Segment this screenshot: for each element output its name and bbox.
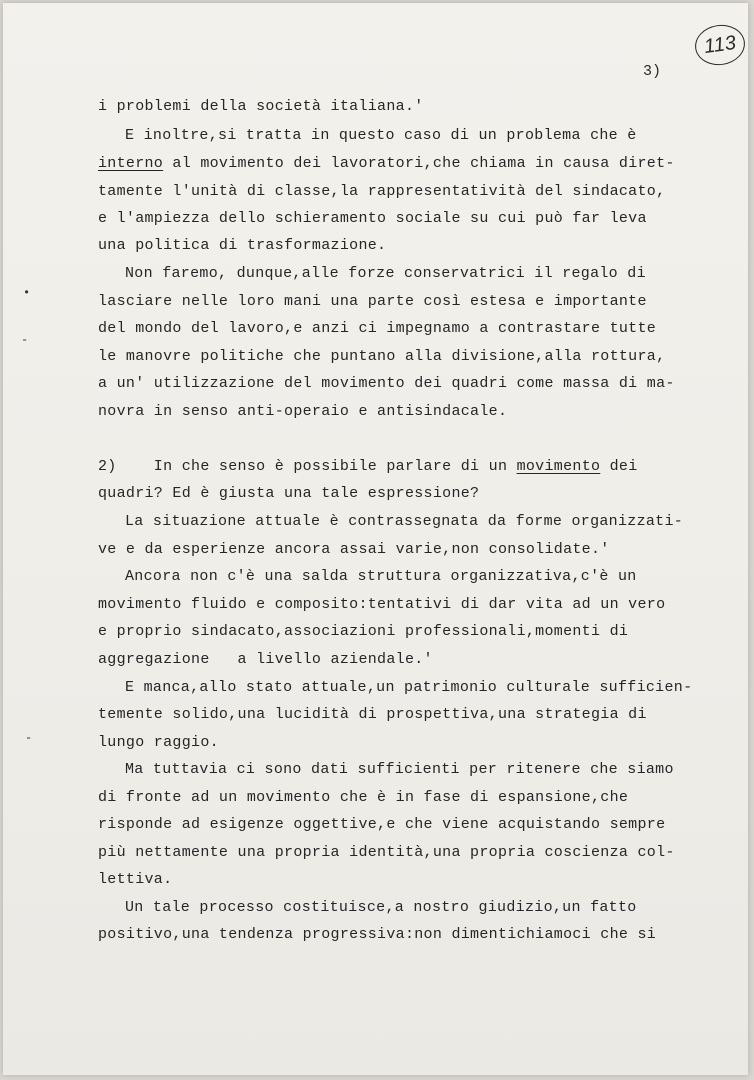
text-line: e proprio sindacato,associazioni professionali,momenti di [98, 623, 629, 640]
page-number: 3) [643, 63, 662, 80]
text-line: positivo,una tendenza progressiva:non dimentichiamoci che si [98, 926, 657, 943]
document-page [3, 3, 748, 1075]
text-line: e l'ampiezza dello schieramento sociale su cui può far leva [98, 210, 647, 227]
margin-dash: - [21, 333, 29, 347]
text-line: interno al movimento dei lavoratori,che chiama in causa diret- [98, 155, 675, 172]
text-line: La situazione attuale è contrassegnata da forme organizzati- [125, 513, 684, 530]
archive-watermark [3, 1003, 93, 1073]
text-line: risponde ad esigenze oggettive,e che viene acquistando sempre [98, 816, 666, 833]
margin-dash: - [25, 731, 33, 745]
text-line: del mondo del lavoro,e anzi ci impegnamo a contrastare tutte [98, 320, 657, 337]
underlined-word: interno [98, 155, 164, 172]
text-line: lettiva. [98, 871, 173, 888]
text-line: 2) In che senso è possibile parlare di un movimento dei [98, 458, 638, 475]
text-line: temente solido,una lucidità di prospettiva,una strategia di [98, 706, 647, 723]
text-line: novra in senso anti-operaio e antisindacale. [98, 403, 508, 420]
text-line: lungo raggio. [98, 734, 219, 751]
text-line: i problemi della società italiana.' [98, 98, 424, 115]
text-line: aggregazione a livello aziendale.' [98, 651, 433, 668]
text-line: tamente l'unità di classe,la rappresentatività del sindacato, [98, 183, 666, 200]
margin-dot: • [23, 286, 31, 300]
text-line: Ma tuttavia ci sono dati sufficienti per ritenere che siamo [125, 761, 674, 778]
text-line: Un tale processo costituisce,a nostro giudizio,un fatto [125, 899, 637, 916]
text-line: E manca,allo stato attuale,un patrimonio culturale sufficien- [125, 679, 693, 696]
archive-stamp: 113 [692, 22, 747, 69]
text-line: più nettamente una propria identità,una propria coscienza col- [98, 844, 675, 861]
text-line: E inoltre,si tratta in questo caso di un problema che è [125, 127, 637, 144]
text-line: quadri? Ed è giusta una tale espressione? [98, 485, 480, 502]
text-line: Ancora non c'è una salda struttura organizzativa,c'è un [125, 568, 637, 585]
text-line: movimento fluido e composito:tentativi di dar vita ad un vero [98, 596, 666, 613]
underlined-word: movimento [516, 458, 601, 475]
text-line: Non faremo, dunque,alle forze conservatrici il regalo di [125, 265, 646, 282]
text-line: a un' utilizzazione del movimento dei quadri come massa di ma- [98, 375, 675, 392]
text-line: lasciare nelle loro mani una parte così estesa e importante [98, 293, 647, 310]
text-line: di fronte ad un movimento che è in fase di espansione,che [98, 789, 629, 806]
text-line: una politica di trasformazione. [98, 237, 387, 254]
text-line: ve e da esperienze ancora assai varie,non consolidate.' [98, 541, 610, 558]
text-line: le manovre politiche che puntano alla divisione,alla rottura, [98, 348, 666, 365]
